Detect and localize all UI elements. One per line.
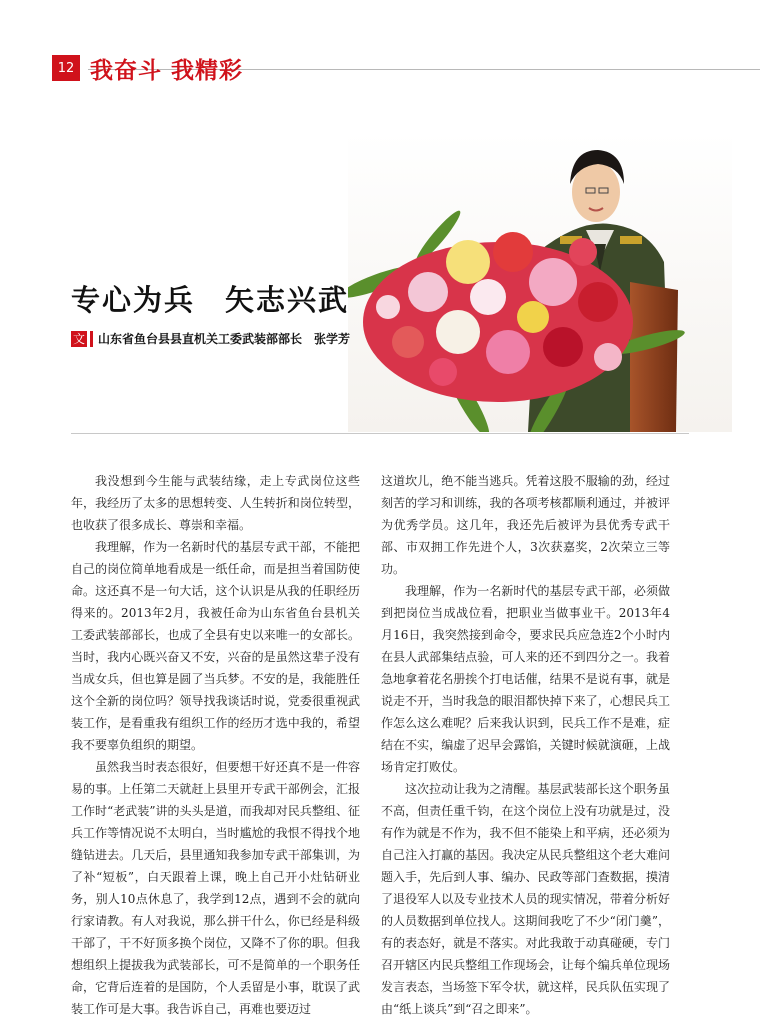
article-column-right bbox=[381, 470, 670, 1020]
paragraph: 虽然我当时表态很好，但要想干好还真不是一件容易的事。上任第二天就赶上县里开专武干部例会，汇报工作时“老武装”讲的头头是道，而我却对民兵整组、征兵工作等情况说不太明白，当时尴尬的我恨不得找个地缝钻进去。几天后，县里通知我参加专武干部集训，为了补“短板”，白天跟着上课，晚上自己开小灶钻研业务，别人10点休息了，我学到12点，遇到不会的就向行家请教。有人对我说，那么拼干什么，你已经是科级干部了，干不好顶多换个岗位，又降不了你的职。但我想组织上提拔我为武装部长，可不是简单的一个职务任命，它背后连着的是国防，个人丢留是小事，耽误了武装工作可是大事。我告诉自己，再难也要迈过 bbox=[71, 760, 360, 1016]
portrait-with-flowers-icon bbox=[348, 132, 732, 432]
article-photo bbox=[348, 132, 732, 432]
headline-part-1: 专心为兵 bbox=[71, 283, 196, 317]
page-number-badge: 12 bbox=[52, 55, 80, 81]
article-headline bbox=[71, 278, 349, 319]
byline-bar bbox=[90, 331, 93, 347]
byline bbox=[71, 330, 350, 347]
column-title: 我奋斗 我精彩 bbox=[90, 58, 244, 84]
paragraph: 我理解，作为一名新时代的基层专武干部，必须做到把岗位当成战位看，把职业当做事业干。2013年4月16日，我突然接到命令，要求民兵应急连2个小时内在县人武部集结点验，可人来的还不到四分之一。我着急地拿着花名册挨个打电话催，结果不是说有事，就是说走不开，当时我急的眼泪都快掉下来了，心想民兵工作怎么这么难呢？后来我认识到，民兵工作不是难，症结在不实，编虚了迟早会露馅，关键时候就演砸，上战场肯定打败仗。 bbox=[381, 584, 670, 774]
byline-text: 山东省鱼台县县直机关工委武装部部长 张学芳 bbox=[98, 332, 351, 346]
paragraph: 这次拉动让我为之清醒。基层武装部长这个职务虽不高，但责任重千钧，在这个岗位上没有功就是过，没有作为就是不作为，我不但不能染上和平病，还必须为自己注入打赢的基因。我决定从民兵整组这个老大难问题入手，先后到人事、编办、民政等部门查数据，摸清了退役军人以及专业技术人员的现实情况，带着分析好的人员数据到单位找人。这期间我吃了不少“闭门羹”，有的表态好，就是不落实。对此我敢于动真碰硬，专门召开辖区内民兵整组工作现场会，让每个编兵单位现场发言表态，当场签下军令状，就这样，民兵队伍实现了由“纸上谈兵”到“召之即来”。 bbox=[381, 782, 670, 1016]
paragraph: 我理解，作为一名新时代的基层专武干部，不能把自己的岗位简单地看成是一纸任命，而是担当着国防使命。这还真不是一句大话，这个认识是从我的任职经历得来的。2013年2月，我被任命为山东省鱼台县机关工委武装部部长，也成了全县有史以来唯一的女部长。当时，我内心既兴奋又不安，兴奋的是虽然这辈子没有当成女兵，但也算是圆了当兵梦。不安的是，我能胜任这个全新的岗位吗？领导找我谈话时说，党委很重视武装工作，是看重我有组织工作的经历才选中我的，希望我不要辜负组织的期望。 bbox=[71, 540, 360, 752]
section-divider bbox=[71, 433, 689, 434]
paragraph-continued: 这道坎儿，绝不能当逃兵。凭着这股不服输的劲，经过刻苦的学习和训练，我的各项考核都顺利通过，并被评为优秀学员。这几年，我还先后被评为县优秀专武干部、市双拥工作先进个人，3次获嘉奖，2次荣立三等功。 bbox=[381, 474, 670, 576]
byline-icon: 文 bbox=[72, 332, 85, 346]
paragraph: 我没想到今生能与武装结缘，走上专武岗位这些年，我经历了太多的思想转变、人生转折和岗位转型，也收获了很多成长、尊崇和幸福。 bbox=[71, 474, 360, 532]
article-column-left bbox=[71, 470, 360, 1020]
headline-part-2: 矢志兴武 bbox=[225, 283, 350, 317]
